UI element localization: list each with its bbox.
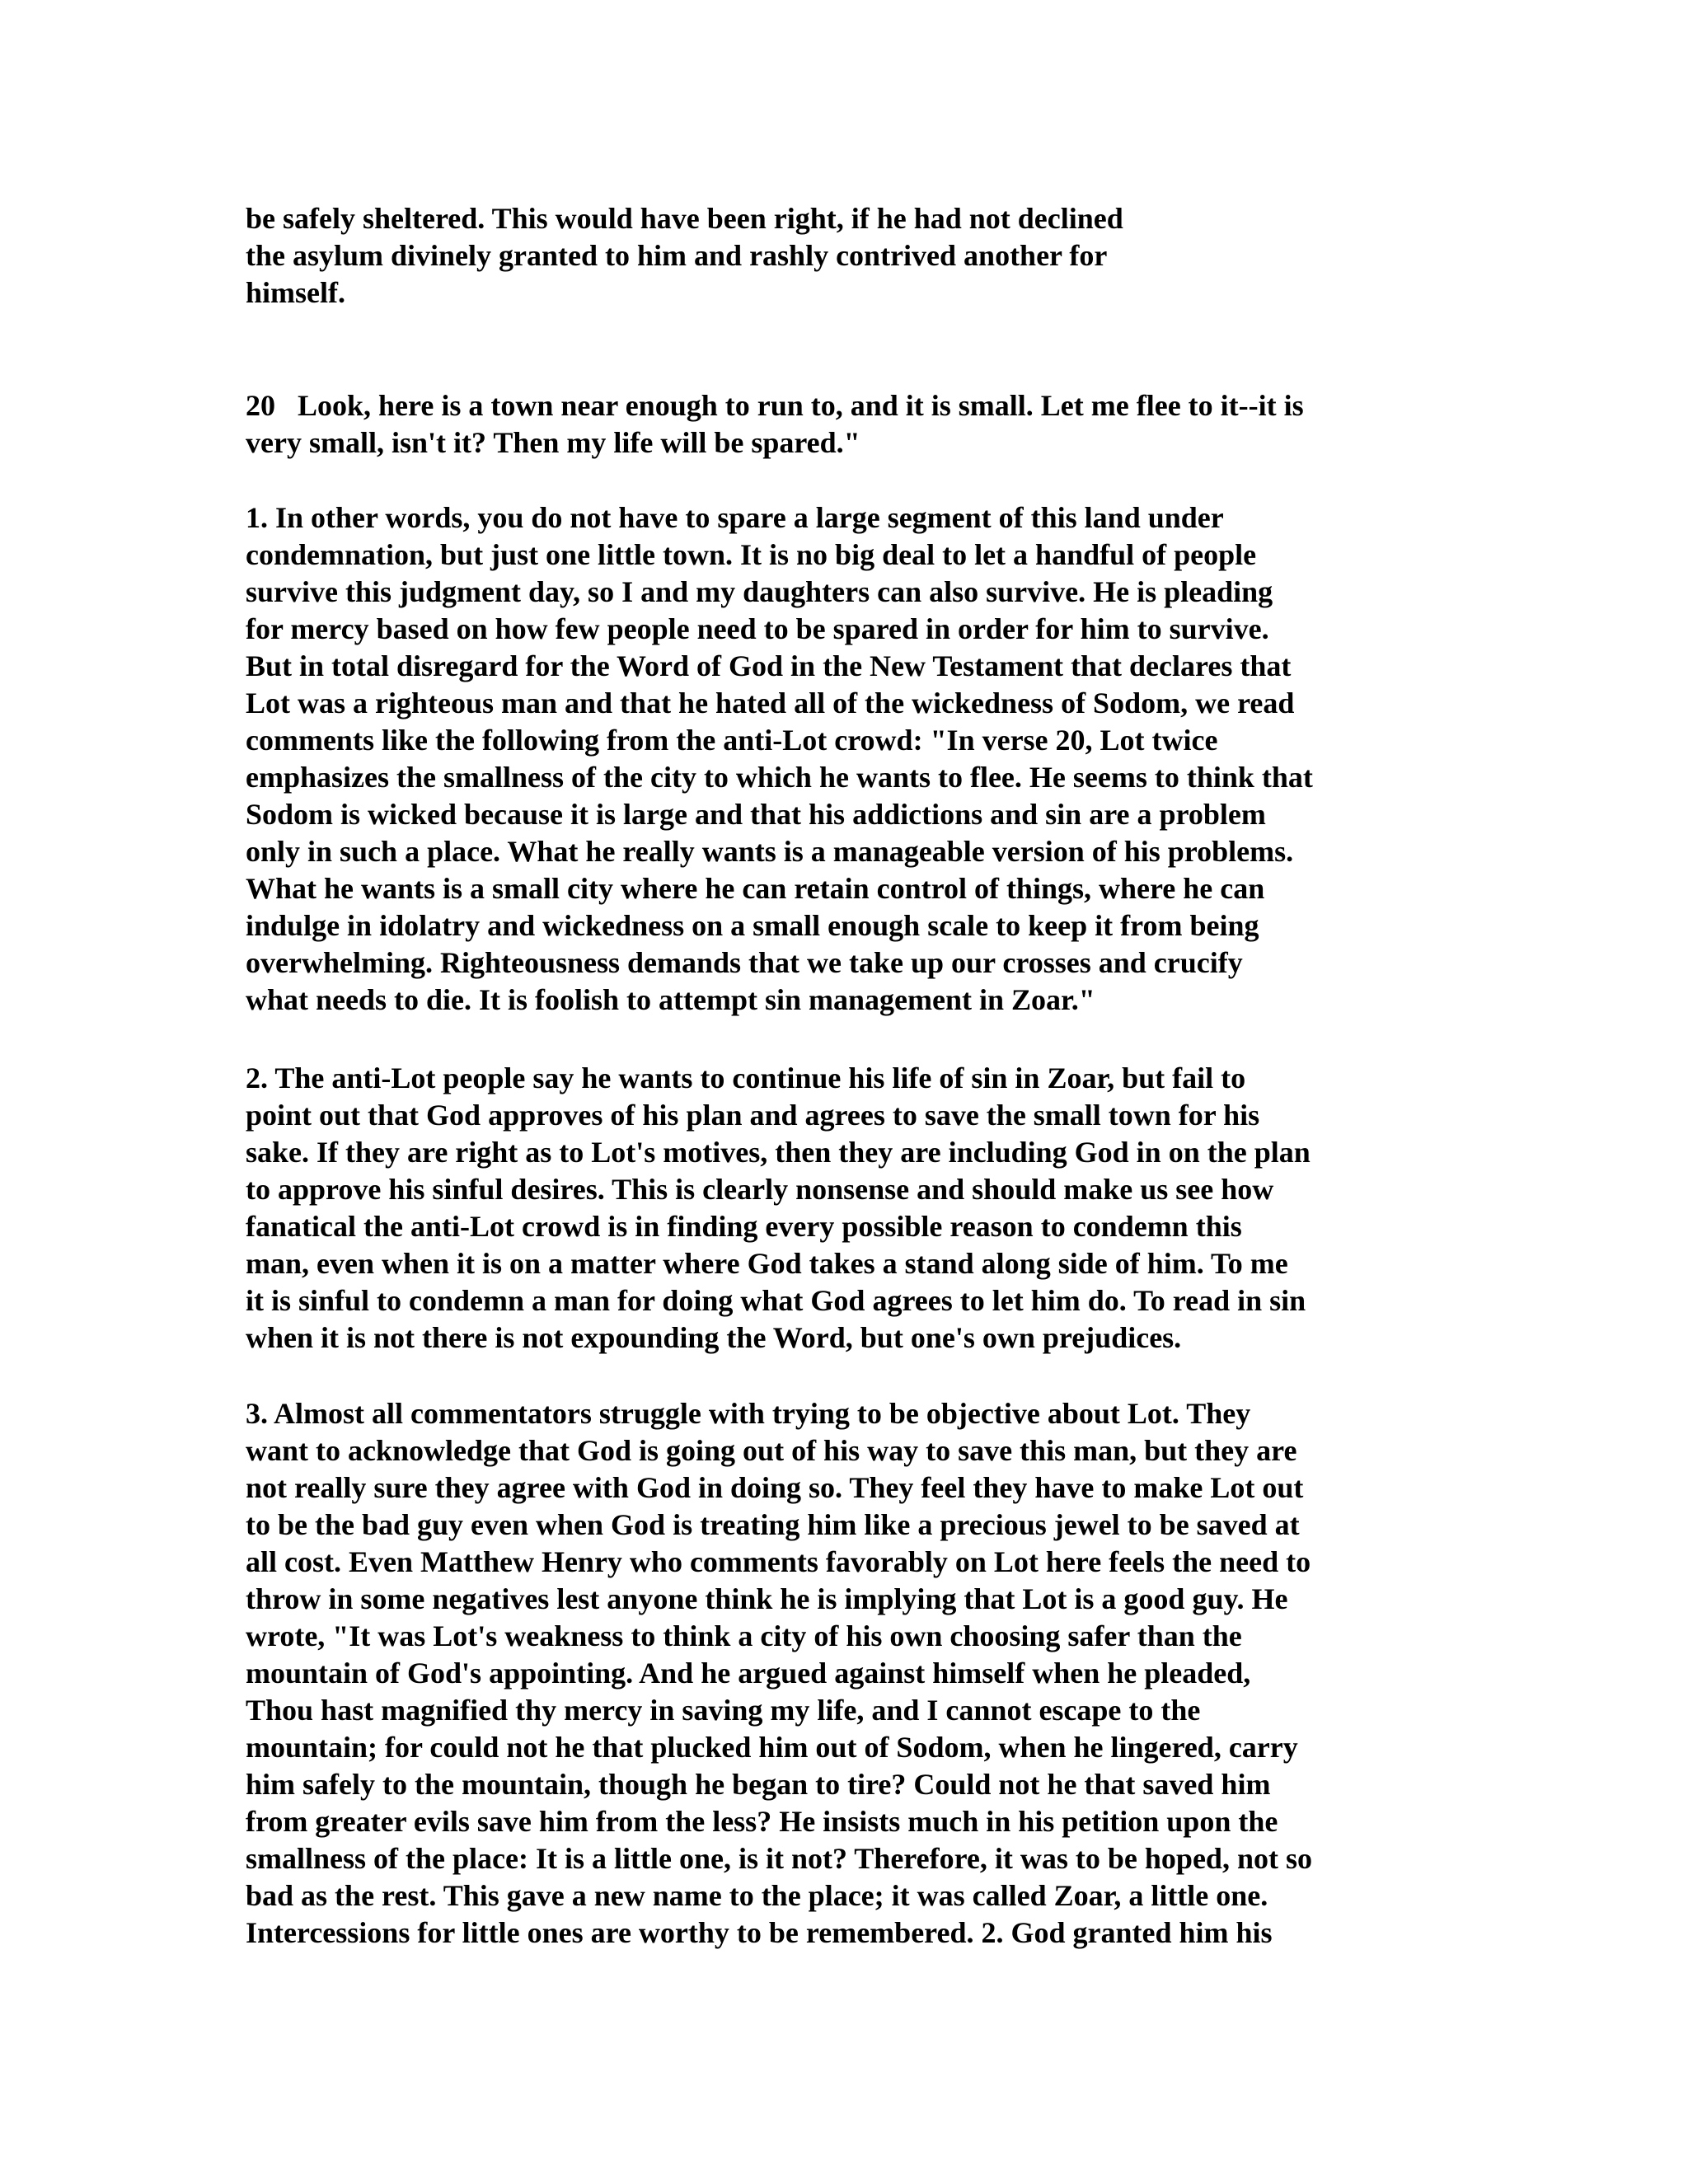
- text-line: condemnation, but just one little town. It is no big deal to let a handful of people: [246, 538, 1257, 571]
- text-line: bad as the rest. This gave a new name to the place; it was called Zoar, a little one.: [246, 1879, 1268, 1912]
- text-line: survive this judgment day, so I and my daughters can also survive. He is pleading: [246, 575, 1273, 608]
- text-line: overwhelming. Righteousness demands that we take up our crosses and crucify: [246, 946, 1243, 979]
- text-line: wrote, "It was Lot's weakness to think a city of his own choosing safer than the: [246, 1619, 1242, 1652]
- text-line: only in such a place. What he really wants is a manageable version of his problems.: [246, 835, 1294, 868]
- text-line: to approve his sinful desires. This is clearly nonsense and should make us see how: [246, 1173, 1274, 1206]
- text-line: What he wants is a small city where he can retain control of things, where he can: [246, 872, 1265, 905]
- text-line: very small, isn't it? Then my life will be spared.": [246, 426, 860, 459]
- text-line: for mercy based on how few people need to be spared in order for him to survive.: [246, 612, 1269, 645]
- commentary-point-1: [246, 499, 1449, 1019]
- text-line: indulge in idolatry and wickedness on a small enough scale to keep it from being: [246, 909, 1259, 942]
- verse-20: [246, 387, 1449, 462]
- text-line: Sodom is wicked because it is large and that his addictions and sin are a problem: [246, 798, 1266, 831]
- text-line: smallness of the place: It is a little one, is it not? Therefore, it was to be hoped, not so: [246, 1842, 1312, 1875]
- text-line: throw in some negatives lest anyone think he is implying that Lot is a good guy. He: [246, 1582, 1288, 1615]
- text-line: But in total disregard for the Word of God in the New Testament that declares that: [246, 649, 1292, 682]
- text-line: all cost. Even Matthew Henry who comments favorably on Lot here feels the need to: [246, 1545, 1311, 1578]
- text-line: 2. The anti-Lot people say he wants to continue his life of sin in Zoar, but fail to: [246, 1062, 1246, 1094]
- text-line: Intercessions for little ones are worthy to be remembered. 2. God granted him his: [246, 1916, 1273, 1949]
- text-line: 3. Almost all commentators struggle with trying to be objective about Lot. They: [246, 1397, 1251, 1430]
- text-line: from greater evils save him from the less? He insists much in his petition upon the: [246, 1805, 1278, 1838]
- text-line: comments like the following from the anti-Lot crowd: "In verse 20, Lot twice: [246, 724, 1218, 757]
- commentary-point-3: [246, 1395, 1449, 1952]
- text-line: emphasizes the smallness of the city to which he wants to flee. He seems to think that: [246, 761, 1313, 794]
- commentary-point-2: [246, 1060, 1449, 1357]
- text-line: Lot was a righteous man and that he hated all of the wickedness of Sodom, we read: [246, 687, 1295, 719]
- text-line: when it is not there is not expounding the Word, but one's own prejudices.: [246, 1321, 1182, 1354]
- text-line: the asylum divinely granted to him and rashly contrived another for: [246, 239, 1108, 272]
- text-line: mountain of God's appointing. And he argued against himself when he pleaded,: [246, 1657, 1251, 1690]
- text-line: him safely to the mountain, though he began to tire? Could not he that saved him: [246, 1768, 1271, 1801]
- text-line: not really sure they agree with God in doing so. They feel they have to make Lot out: [246, 1471, 1304, 1504]
- text-line: 20 Look, here is a town near enough to run to, and it is small. Let me flee to it--it is: [246, 389, 1304, 422]
- text-line: 1. In other words, you do not have to spare a large segment of this land under: [246, 501, 1224, 534]
- text-line: man, even when it is on a matter where God takes a stand along side of him. To me: [246, 1247, 1288, 1280]
- text-line: himself.: [246, 276, 345, 309]
- text-line: want to acknowledge that God is going out of his way to save this man, but they are: [246, 1434, 1297, 1467]
- text-line: it is sinful to condemn a man for doing what God agrees to let him do. To read in sin: [246, 1284, 1306, 1317]
- text-line: Thou hast magnified thy mercy in saving my life, and I cannot escape to the: [246, 1694, 1201, 1727]
- text-line: be safely sheltered. This would have been right, if he had not declined: [246, 202, 1123, 235]
- text-line: what needs to die. It is foolish to attempt sin management in Zoar.": [246, 983, 1095, 1016]
- text-line: fanatical the anti-Lot crowd is in finding every possible reason to condemn this: [246, 1210, 1242, 1243]
- text-line: sake. If they are right as to Lot's motives, then they are including God in on the plan: [246, 1136, 1311, 1169]
- text-line: mountain; for could not he that plucked him out of Sodom, when he lingered, carry: [246, 1731, 1298, 1764]
- text-line: point out that God approves of his plan and agrees to save the small town for his: [246, 1099, 1260, 1132]
- text-line: to be the bad guy even when God is treating him like a precious jewel to be saved at: [246, 1508, 1300, 1541]
- paragraph-continuation: [246, 200, 1449, 312]
